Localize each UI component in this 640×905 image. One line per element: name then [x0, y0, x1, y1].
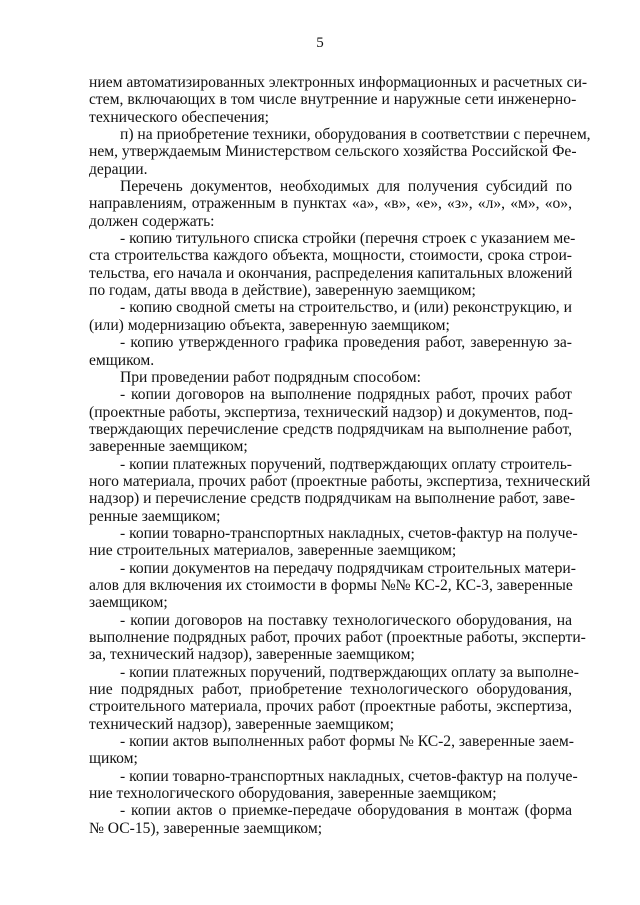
text-line: выполнение подрядных работ, прочих работ (проектные работы, эксперти-: [89, 629, 586, 646]
paragraph: [89, 524, 578, 560]
paragraph: [89, 369, 572, 386]
text-line: (или) модернизацию объекта, заверенную заемщиком;: [89, 316, 450, 334]
text-line: строительного материала, прочих работ (проектные работы, экспертиза,: [89, 698, 572, 716]
text-line: направлениям, отраженным в пунктах «а», «в», «е», «з», «л», «м», «о»,: [89, 195, 572, 213]
text-line: ного материала, прочих работ (проектные работы, экспертиза, технический: [89, 472, 591, 490]
text-line: алов для включения их стоимости в формы №№ КС-2, КС-3, заверенные: [89, 576, 573, 594]
text-line: ние подрядных работ, приобретение технологического оборудования,: [89, 681, 572, 699]
paragraph: [89, 455, 591, 525]
paragraph: [89, 299, 572, 334]
text-line: за, технический надзор), заверенные заемщиком;: [89, 646, 415, 664]
paragraph: [89, 767, 578, 803]
text-line: тельства, его начала и окончания, распределения капитальных вложений: [89, 264, 573, 282]
paragraph: [89, 663, 579, 733]
text-line: (проектные работы, экспертиза, технический надзор) и документов, под-: [89, 403, 573, 421]
text-line: должен содержать:: [89, 212, 215, 230]
text-line: - копии актов выполненных работ формы № КС-2, заверенные заем-: [120, 733, 574, 751]
text-line: Перечень документов, необходимых для получения субсидий по: [120, 178, 572, 196]
paragraph: [89, 802, 572, 837]
text-line: нием автоматизированных электронных информационных и расчетных си-: [89, 74, 588, 91]
text-line: надзор) и перечисление средств подрядчикам на выполнение работ, заве-: [89, 490, 576, 508]
text-line: тверждающих перечисление средств подрядчикам на выполнение работ,: [89, 420, 572, 438]
page-number: 5: [316, 35, 324, 51]
text-line: - копии договоров на поставку технологического оборудования, на: [120, 611, 572, 629]
text-line: - копию утвержденного графика проведения работ, заверенную за-: [120, 334, 572, 352]
text-line: - копию титульного списка стройки (перечня строек с указанием ме-: [120, 230, 576, 248]
paragraph: [89, 178, 572, 230]
text-line: ние технологического оборудования, заверенные заемщиком;: [89, 785, 497, 803]
text-line: - копию сводной сметы на строительство, и (или) реконструкцию, и: [120, 299, 572, 317]
text-line: дерации.: [89, 160, 148, 178]
text-line: заемщиком;: [89, 594, 168, 612]
text-line: технического обеспечения;: [89, 108, 269, 126]
document-body: [89, 74, 591, 837]
text-line: ние строительных материалов, заверенные заемщиком;: [89, 542, 457, 560]
text-line: - копии товарно-транспортных накладных, счетов-фактур на получе-: [120, 767, 578, 785]
text-line: п) на приобретение техники, оборудования в соответствии с перечнем,: [120, 126, 591, 144]
text-line: № ОС-15), заверенные заемщиком;: [89, 819, 323, 837]
text-line: технический надзор), заверенные заемщиком;: [89, 715, 394, 733]
paragraph: [89, 559, 576, 612]
text-line: по годам, даты ввода в действие), заверенную заемщиком;: [89, 282, 476, 300]
text-line: - копии документов на передачу подрядчикам строительных матери-: [120, 559, 576, 577]
paragraph: [89, 74, 588, 126]
text-line: - копии платежных поручений, подтверждающих оплату строитель-: [120, 455, 572, 473]
text-line: - копии платежных поручений, подтверждающих оплату за выполне-: [120, 663, 579, 681]
paragraph: [89, 334, 572, 369]
text-line: - копии договоров на выполнение подрядных работ, прочих работ: [120, 386, 572, 404]
paragraph: [89, 230, 576, 300]
text-line: - копии актов о приемке-передаче оборудования в монтаж (форма: [120, 802, 572, 820]
text-line: - копии товарно-транспортных накладных, счетов-фактур на получе-: [120, 524, 578, 542]
text-line: емщиком.: [89, 351, 155, 369]
paragraph: [89, 733, 572, 768]
paragraph: [89, 126, 591, 178]
text-line: ста строительства каждого объекта, мощности, стоимости, срока строи-: [89, 247, 572, 265]
paragraph: [89, 611, 586, 664]
text-line: щиком;: [89, 750, 138, 768]
text-line: заверенные заемщиком;: [89, 438, 248, 456]
text-line: При проведении работ подрядным способом:: [120, 368, 421, 386]
text-line: ренные заемщиком;: [89, 507, 221, 525]
paragraph: [89, 386, 572, 455]
text-line: стем, включающих в том числе внутренние и наружные сети инженерно-: [89, 91, 577, 109]
text-line: нем, утверждаемым Министерством сельского хозяйства Российской Фе-: [89, 143, 577, 161]
